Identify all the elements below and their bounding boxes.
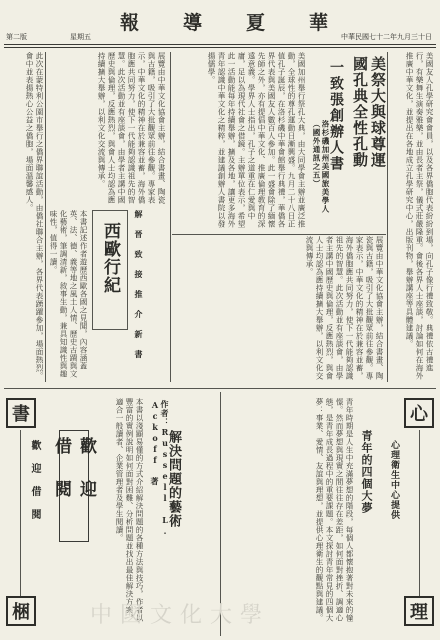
masthead-title [120,8,330,34]
masthead-rule-thin [4,47,436,48]
section-rule [4,388,436,389]
upper-left-article: 展覽由中華文化協會主辦，結合書畫、陶瓷與古籍，吸引了大批觀眾前往參觀。專家表示，中華文化的精神在於兼容並蓄，海外僑胞應共同努力，使下一代能夠認識祖先的智慧。此次活動並有座談會，由學者主講中國歷史與倫理，反應熱烈，與會人士均認為應持續擴大舉辦，以利文化交流與傳承。 [97,52,166,204]
book-title-frame [51,430,96,542]
middle-article-body: 展覽由中華文化協會主辦，結合書畫、陶瓷與古籍，吸引了大批觀眾前往參觀。專家表示，中華文化的精神在於兼容並蓄，海外僑胞應共同努力，使下一代能夠認識祖先的智慧。此次活動並有座談會，由學者主講中國歷史與倫理，反應熱烈，與會人士均認為應持續擴大舉辦，以利文化交流與傳承。 [305,236,384,380]
page-number: 第二版 [6,33,27,41]
feature-headline-line2: 國孔典全性孔動 [351,56,369,168]
book-review-header: 解 晉 致 接 推 介 新 書 [134,210,144,359]
shop-box: 梱 [6,596,36,626]
watermark: 中國文化大學 [90,603,271,628]
book-title-slogan: 歡 迎 借 閱 [51,437,96,500]
masthead-rule [4,44,436,45]
masthead-char: 夏 [245,11,267,34]
column-divider [170,52,171,382]
masthead-char: 華 [308,11,330,34]
reason-box: 理 [404,596,434,626]
box-connector [419,430,420,596]
book-title: 解決問題的藝術 [166,430,181,528]
right-article-body: 美國友人孔學研究會會員，以及各界僑胞代表紛紛到場，向孔子像行禮致敬。典禮依古禮進行，有樂舞生演奏雅樂，並由長者主祭，儀式莊嚴隆重。會後各界人士座談，討論如何在海外推廣中華文化，並提出在各地成立孔學研究中心，出版刊物，舉辦講座等具體建議。 [405,52,434,380]
book-box: 書 [6,398,36,428]
issue-date: 中華民國七十二年九月三十日 [341,33,432,41]
box-connector [20,430,21,596]
mental-health-label: 心理衛生中心提供 [389,440,399,520]
far-left-column: 此次在蒙特利公園市舉行之僑界聯誼活動，由僑社聯合主辦，各界代表踴躍參加，場面熱烈。會中並表揚熱心公益之僑胞，場面溫馨感人。 [25,52,44,380]
feature-byline: 洛杉磯加州美國旅美學人（國外通訊之五） [312,120,330,214]
book-review-title: 西歐行紀 [100,222,120,294]
column-divider [387,52,388,382]
row-divider [172,234,386,235]
column-divider [45,52,46,382]
youth-dream-body: 青年時期是人生中充滿夢想的階段，每個人都懷抱著對未來的憧憬。然而夢想與現實之間往往存在差距，如何面對挫折、調適心態，是青年成長過程中的重要課題。本文探討青年常見的四個大夢：事業、愛情、友誼與理想，並提供心理衛生的觀點與建議。 [315,398,354,622]
masthead-char: 報 [120,11,142,34]
borrow-slogan: 歡 迎 借 閱 [29,440,40,520]
weekday: 星期五 [70,33,91,41]
masthead-char: 導 [182,11,204,34]
book-author: 作者：Russell L. Ackoff 著 [150,400,170,537]
feature-headline-line1: 美祭大與球尊運 [369,56,387,168]
feature-body: 美國加州舉行祭孔大典，由大同學會主辦並廣泛推動，全球性的尊孔運動日漸興盛。九月二十八日正值孔子誕辰，在洛杉磯中華會館舉行典禮，華僑各界代表與美國友人數百人參加。此一盛會除了緬懷先師之外，亦有提倡中華文化、推廣倫理教育的深遠意義。學界人士指出，孔子之道重在仁愛與中庸，足以為現代社會之借鏡。主辦單位表示，希望此一活動能每年持續舉辦，擴及各地，讓更多海外青年認識中華文化之精粹，並建議創辦人書院以發揚儒學。 [207,52,306,228]
feature-subhead: 一致張創辦人書 [328,60,344,172]
youth-dream-title: 青年的四個大夢 [360,430,373,514]
book-body: 本書以淺顯易懂的方式介紹解決問題的各種方法與技巧，作者以豐富的實例說明如何面對困難、分析問題並找出最佳解決方案，適合一般讀者、企業管理者及學生閱讀。 [115,398,144,622]
heart-box: 心 [404,398,434,428]
book-review-body: 本書記述作者遊歷西歐各國之見聞，內容涵蓋英、法、德、義等地之風土人情、歷史古蹟與文化藝術，筆調清新，敘事生動，兼具知識性與趣味性，值得一讀。 [49,210,88,378]
